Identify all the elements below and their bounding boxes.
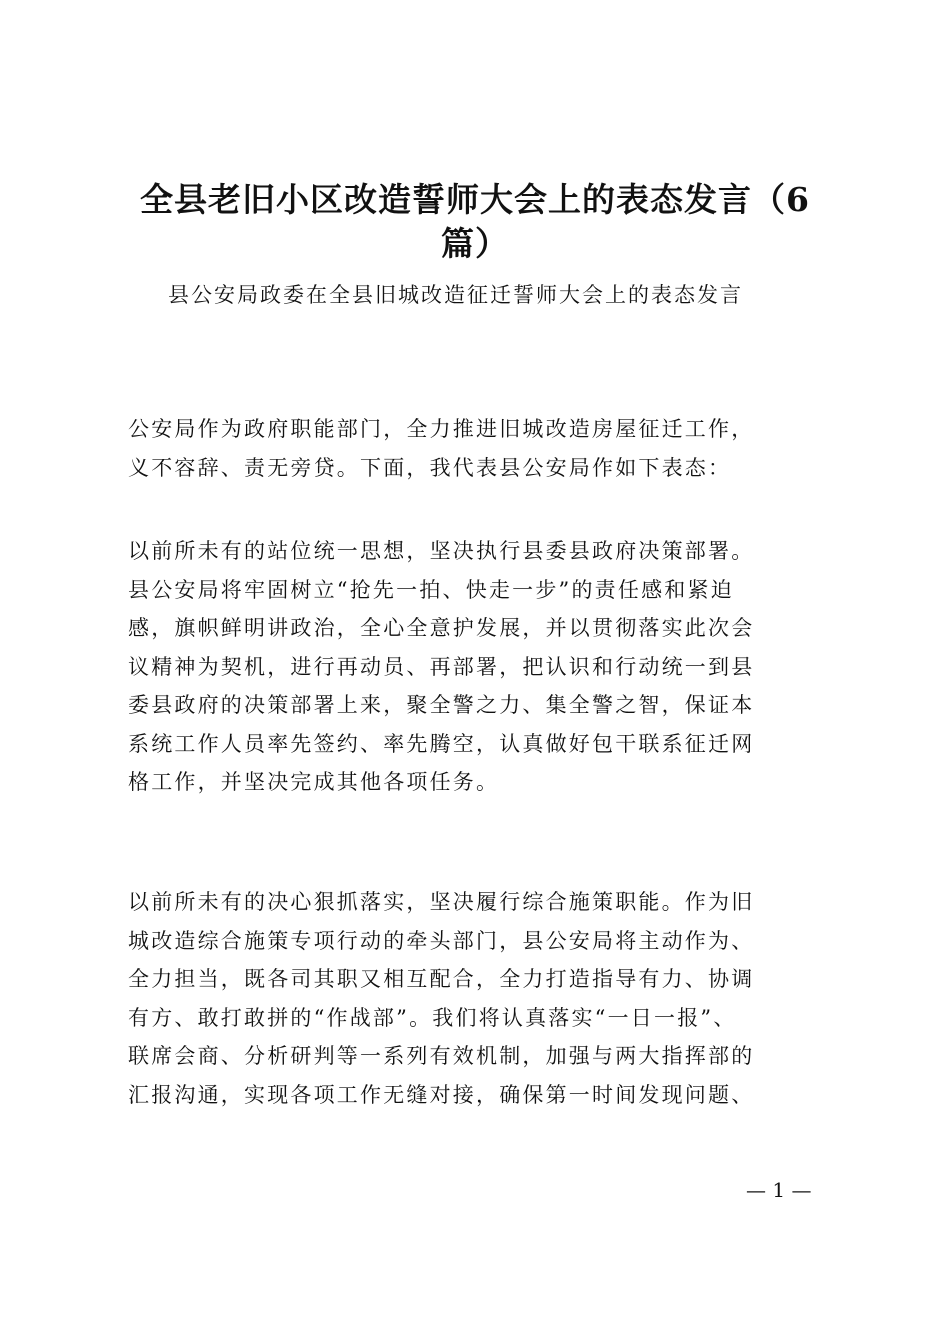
paragraph-line: 以前所未有的决心狠抓落实，坚决履行综合施策职能。作为旧 <box>128 890 755 914</box>
paragraph-3 <box>128 883 828 1114</box>
page-number: — 1 — <box>746 1178 812 1202</box>
paragraph-line: 格工作，并坚决完成其他各项任务。 <box>128 770 500 794</box>
title-line-1: 全县老旧小区改造誓师大会上的表态发言（6 <box>140 180 810 219</box>
paragraph-line: 全力担当，既各司其职又相互配合，全力打造指导有力、协调 <box>128 967 755 991</box>
paragraph-2 <box>128 532 828 802</box>
paragraph-line: 议精神为契机，进行再动员、再部署，把认识和行动统一到县 <box>128 654 755 679</box>
document-subtitle: 县公安局政委在全县旧城改造征迁誓师大会上的表态发言 <box>168 283 743 307</box>
title-line-2: 篇） <box>441 224 509 263</box>
paragraph-line: 城改造综合施策专项行动的牵头部门，县公安局将主动作为、 <box>128 928 755 953</box>
paragraph-1 <box>128 410 828 487</box>
document-title <box>120 178 830 266</box>
paragraph-line: 义不容辞、责无旁贷。下面，我代表县公安局作如下表态： <box>128 455 732 480</box>
paragraph-line: 公安局作为政府职能部门，全力推进旧城改造房屋征迁工作， <box>128 417 755 441</box>
paragraph-line: 系统工作人员率先签约、率先腾空，认真做好包干联系征迁网 <box>128 731 755 756</box>
paragraph-line: 联席会商、分析研判等一系列有效机制，加强与两大指挥部的 <box>128 1044 755 1068</box>
paragraph-line: 以前所未有的站位统一思想，坚决执行县委县政府决策部署。 <box>128 539 755 563</box>
paragraph-line: 县公安局将牢固树立“抢先一拍、快走一步”的责任感和紧迫 <box>128 577 734 602</box>
paragraph-line: 感，旗帜鲜明讲政治，全心全意护发展，并以贯彻落实此次会 <box>128 616 755 640</box>
paragraph-line: 委县政府的决策部署上来，聚全警之力、集全警之智，保证本 <box>128 693 755 717</box>
paragraph-line: 汇报沟通，实现各项工作无缝对接，确保第一时间发现问题、 <box>128 1082 755 1107</box>
paragraph-line: 有方、敢打敢拼的“作战部”。我们将认真落实“一日一报”、 <box>128 1005 737 1030</box>
